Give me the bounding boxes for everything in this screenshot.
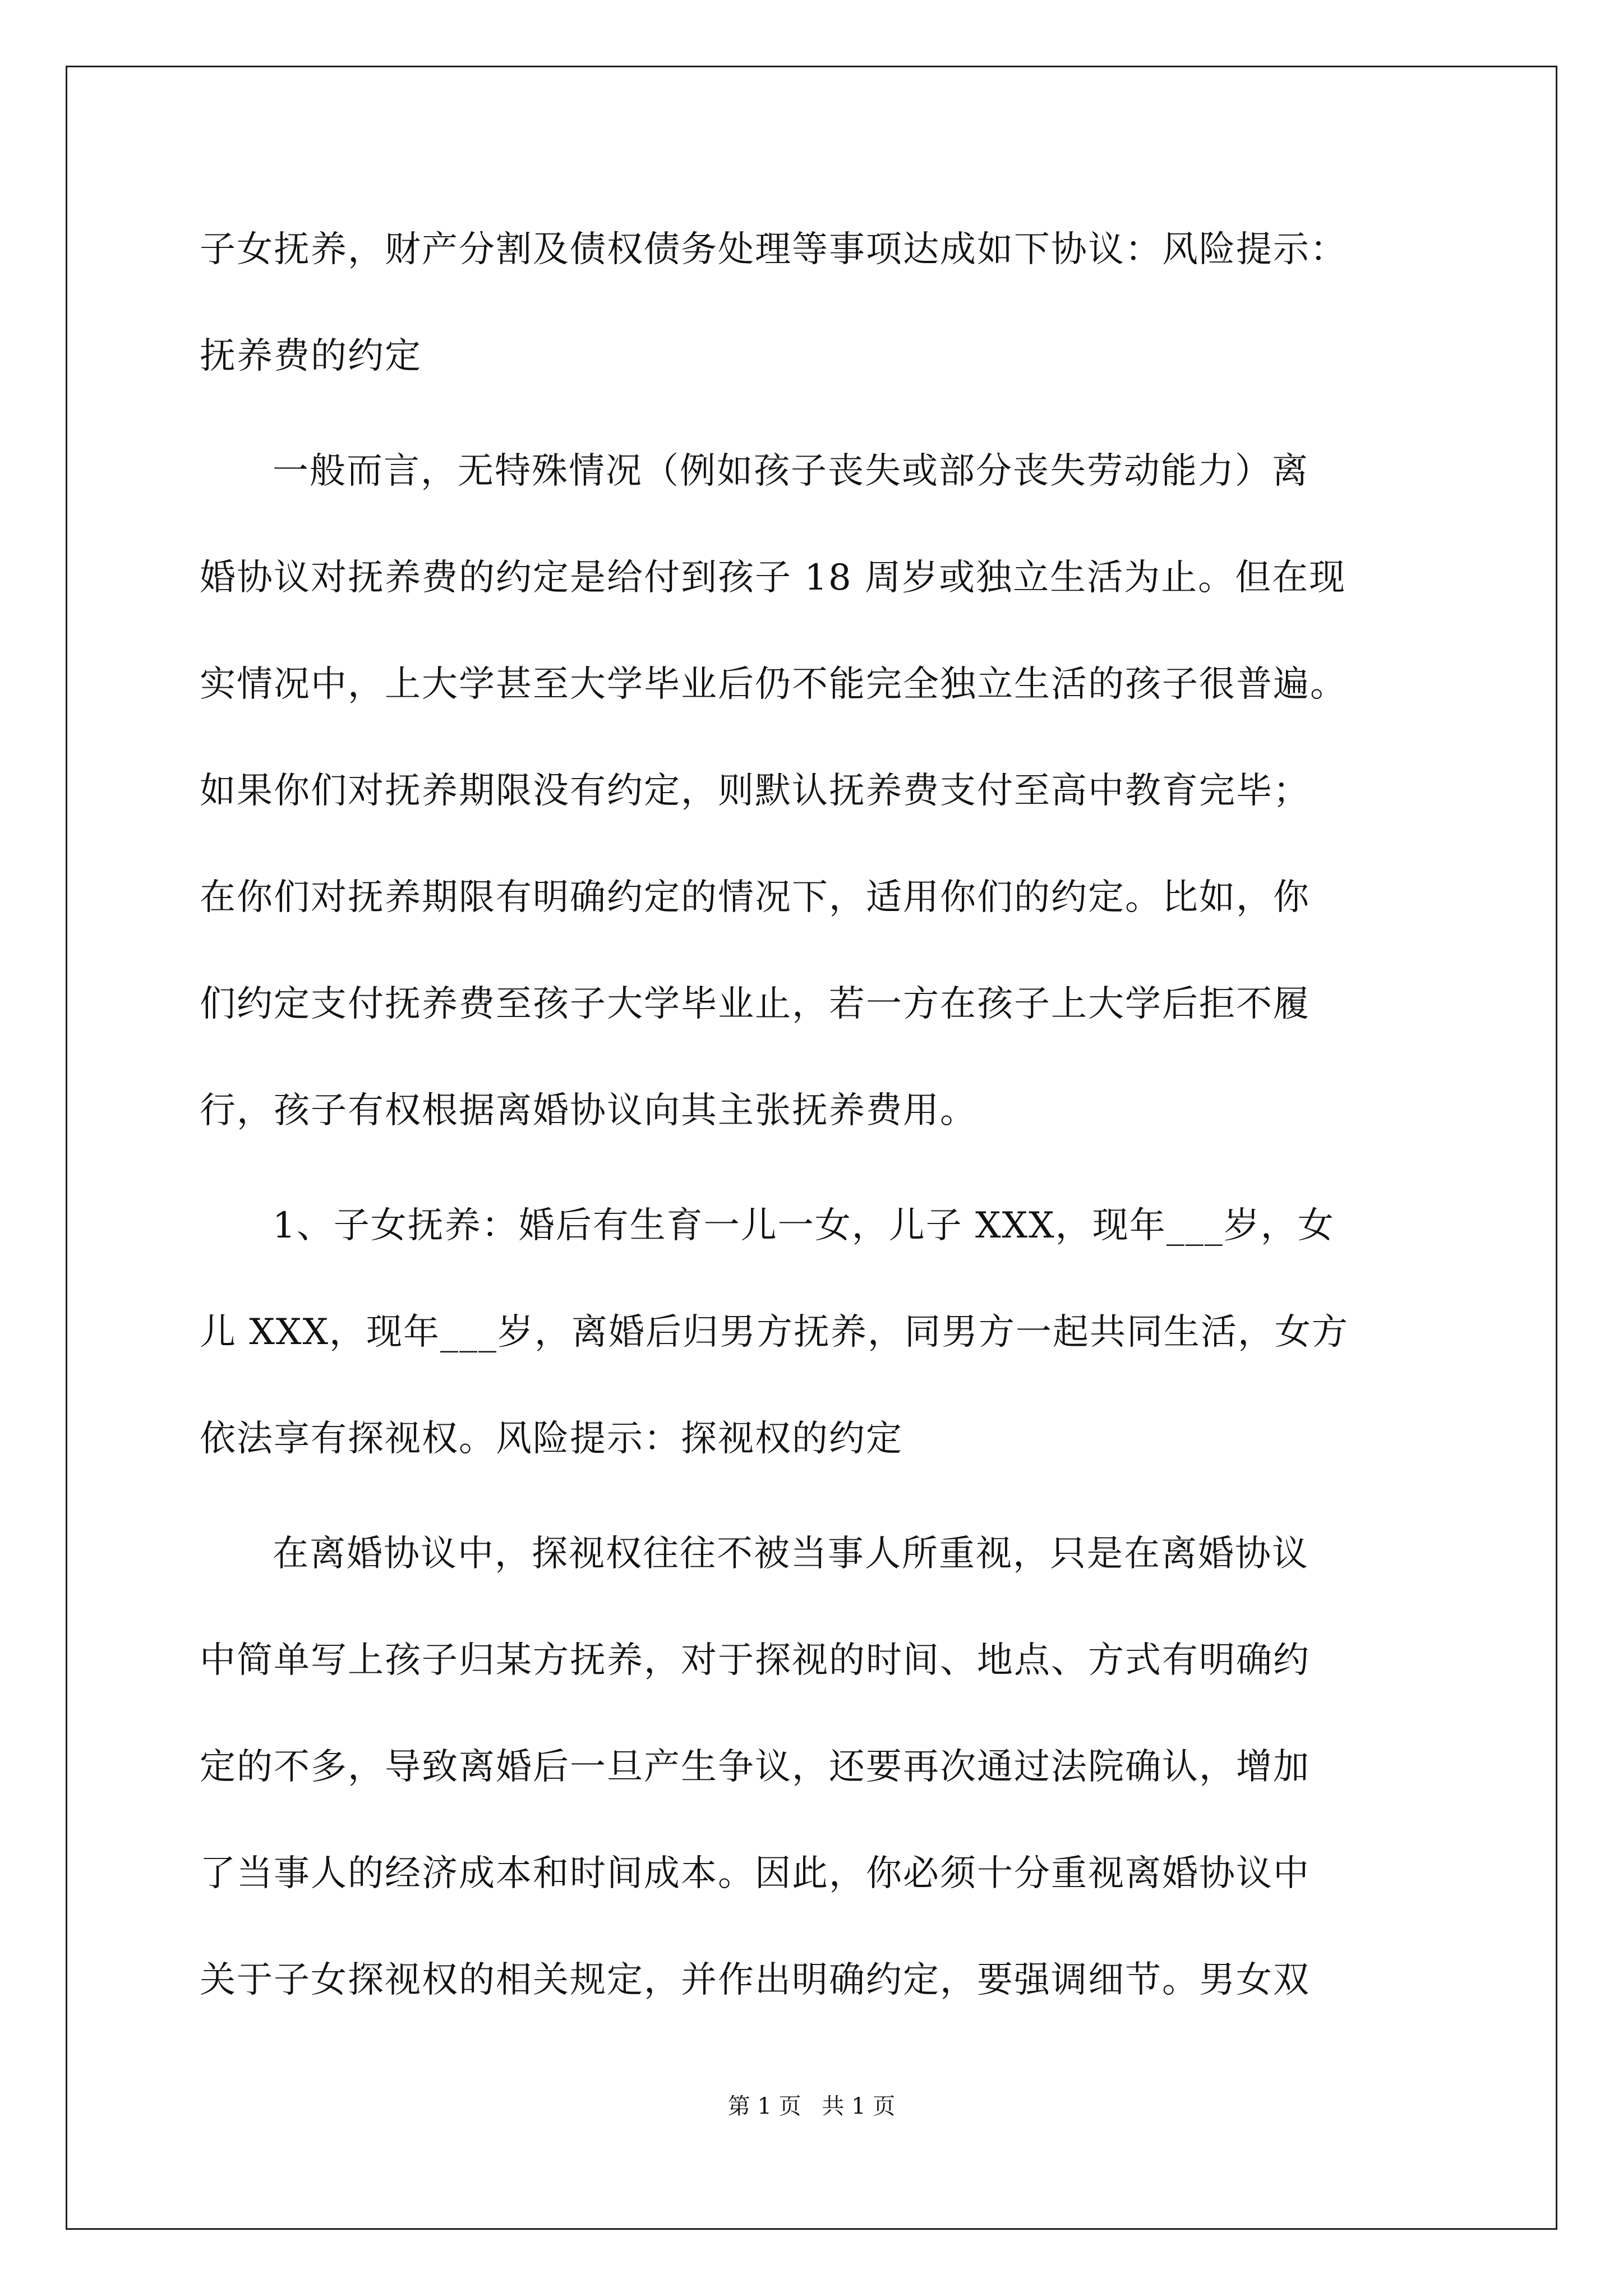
page-total: 共 1 页 (822, 2093, 896, 2119)
text-line: 抚养费的约定 (200, 335, 422, 377)
text-line: 在离婚协议中，探视权往往不被当事人所重视，只是在离婚协议 (273, 1533, 1309, 1575)
text-line: 在你们对抚养期限有明确约定的情况下，适用你们的约定。比如，你 (200, 877, 1310, 918)
text-line: 依法享有探视权。风险提示：探视权的约定 (200, 1418, 903, 1460)
text-line: 定的不多，导致离婚后一旦产生争议，还要再次通过法院确认，增加 (200, 1746, 1310, 1788)
text-line: 儿 XXX，现年___岁，离婚后归男方抚养，同男方一起共同生活，女方 (200, 1312, 1349, 1353)
text-line: 关于子女探视权的相关规定，并作出明确约定，要强调细节。男女双 (200, 1959, 1310, 2001)
text-line: 一般而言，无特殊情况（例如孩子丧失或部分丧失劳动能力）离 (273, 450, 1309, 492)
text-line: 婚协议对抚养费的约定是给付到孩子 18 周岁或独立生活为止。但在现 (200, 557, 1347, 599)
text-line: 了当事人的经济成本和时间成本。因此，你必须十分重视离婚协议中 (200, 1853, 1310, 1894)
text-line: 1、子女抚养：婚后有生育一儿一女，儿子 XXX，现年___岁，女 (273, 1205, 1335, 1246)
text-line: 行，孩子有权根据离婚协议向其主张抚养费用。 (200, 1090, 977, 1131)
page-number: 第 1 页 (727, 2093, 801, 2119)
text-line: 们约定支付抚养费至孩子大学毕业止，若一方在孩子上大学后拒不履 (200, 983, 1310, 1025)
text-line: 实情况中，上大学甚至大学毕业后仍不能完全独立生活的孩子很普遍。 (200, 664, 1347, 705)
text-line: 如果你们对抚养期限没有约定，则默认抚养费支付至高中教育完毕； (200, 770, 1310, 812)
page-border (66, 66, 1557, 2230)
text-line: 中简单写上孩子归某方抚养，对于探视的时间、地点、方式有明确约 (200, 1640, 1310, 1681)
page-footer (0, 2092, 1623, 2120)
text-line: 子女抚养，财产分割及债权债务处理等事项达成如下协议：风险提示： (200, 229, 1347, 270)
